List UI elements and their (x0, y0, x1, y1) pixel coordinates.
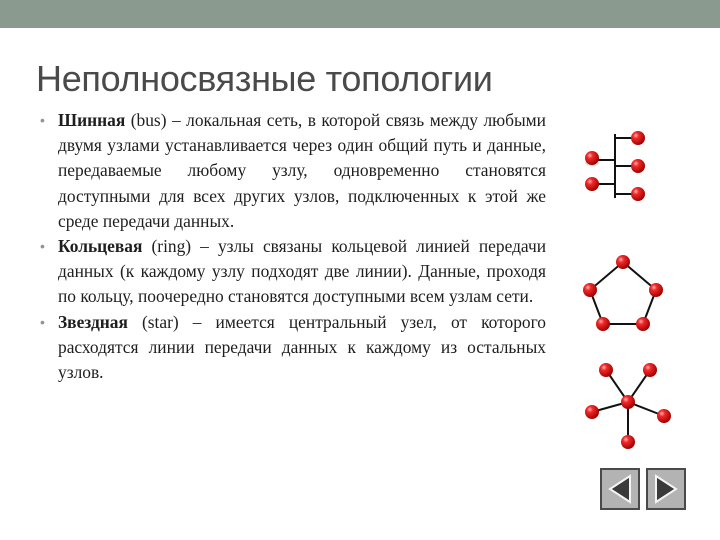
triangle-left-icon (602, 470, 638, 508)
text-bus: (bus) – локальная сеть, в которой связь между любыми двумя узлами устанавливается через один общий путь и данные, передаваемые любому узлу, одновременно становятся доступными для всех других узлов, подключенных к этой же среде передачи данных. (58, 110, 546, 231)
bullet-icon: • (40, 238, 45, 255)
term-star: Звездная (58, 311, 128, 332)
text-star: (star) – имеется центральный узел, от которого расходятся линии передачи данных к каждому из остальных узлов. (58, 311, 546, 383)
bullet-bus (40, 108, 546, 234)
bullet-star (40, 310, 546, 386)
triangle-right-icon (648, 470, 684, 508)
bullet-list (40, 108, 546, 385)
slide-title: Неполносвязные топологии (36, 58, 493, 99)
bullet-ring (40, 234, 546, 310)
next-slide-button[interactable] (646, 468, 686, 510)
top-bar (0, 0, 720, 28)
bus-topology-icon (578, 128, 658, 210)
ring-topology-icon (578, 252, 668, 336)
text-ring: (ring) – узлы связаны кольцевой линией передачи данных (к каждому узлу подходят две линии). Данные, проходя по кольцу, поочередно становятся доступными всем узлам сети. (58, 236, 546, 307)
term-ring: Кольцевая (58, 236, 143, 257)
term-bus: Шинная (58, 110, 126, 130)
bullet-icon: • (40, 112, 45, 128)
star-topology-icon (582, 360, 674, 456)
bullet-icon: • (40, 313, 45, 330)
prev-slide-button[interactable] (600, 468, 640, 510)
